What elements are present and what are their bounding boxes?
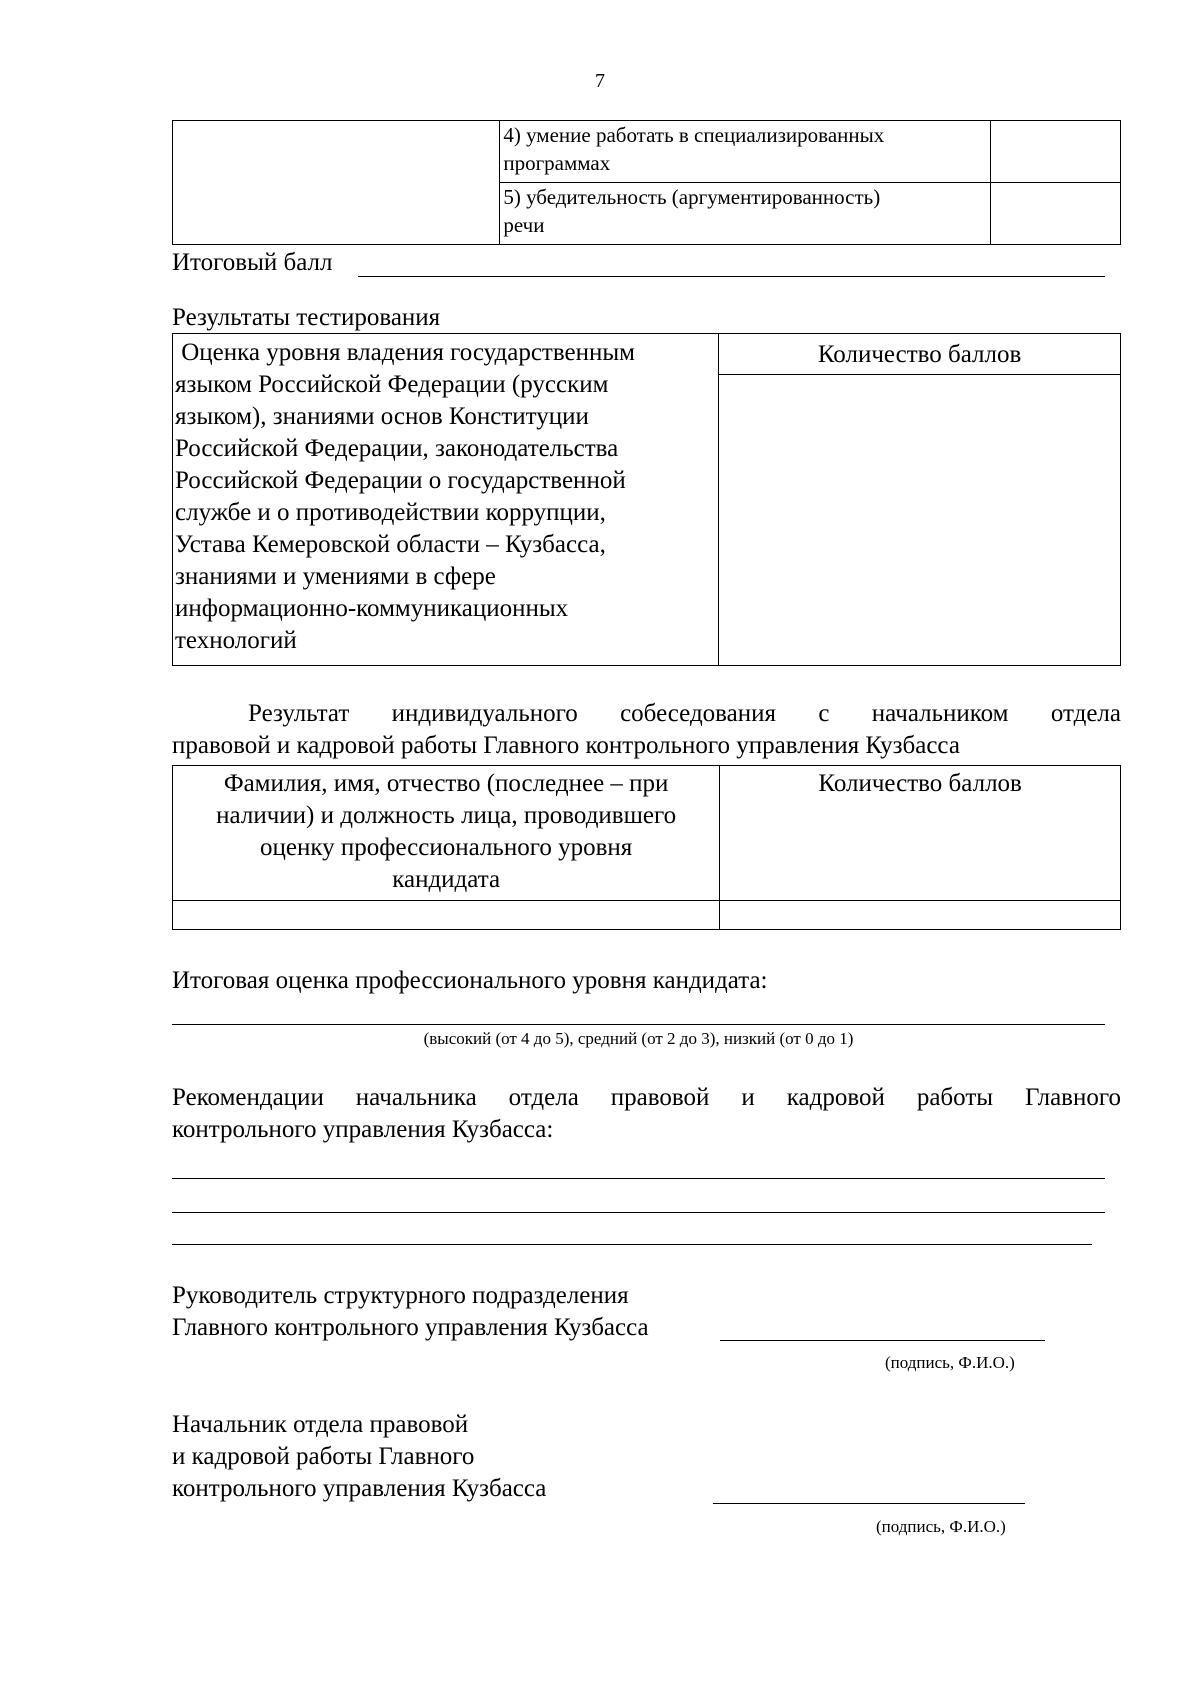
testing-points-cell[interactable] — [719, 375, 1121, 666]
final-assessment-line[interactable] — [172, 1024, 1105, 1025]
table-row — [173, 766, 1121, 901]
signature-head-hint: (подпись, Ф.И.О.) — [885, 1353, 1015, 1372]
signature-head-line1: Руководитель структурного подразделения — [172, 1282, 629, 1309]
recommendations-line[interactable] — [172, 1244, 1092, 1245]
interviewer-header-line: кандидата — [392, 866, 501, 893]
table-row — [173, 334, 1121, 375]
signature-legal-line1: Начальник отдела правовой — [172, 1411, 469, 1438]
recommendations-line[interactable] — [172, 1178, 1105, 1179]
table-row — [173, 121, 1121, 183]
testing-criteria-line: знаниями и умениями в сфере — [175, 563, 496, 590]
signature-legal-line3: контрольного управления Кузбасса — [172, 1475, 547, 1502]
skills-table-empty-cell — [173, 121, 500, 245]
signature-legal-hint: (подпись, Ф.И.О.) — [876, 1517, 1006, 1536]
signature-head-line2: Главного контрольного управления Кузбасса — [172, 1314, 649, 1341]
skills-item-line: речи — [503, 213, 545, 237]
testing-criteria-line: Оценка уровня владения государственным — [175, 339, 635, 366]
testing-criteria-line: технологий — [175, 627, 297, 654]
signature-legal-line[interactable] — [713, 1503, 1025, 1504]
recommendations-line[interactable] — [172, 1212, 1105, 1213]
interview-table — [172, 765, 1121, 930]
testing-criteria-cell — [173, 334, 719, 666]
testing-criteria-line: Российской Федерации о государственной — [175, 467, 626, 494]
final-score-label: Итоговый балл — [172, 249, 333, 276]
page-number: 7 — [595, 70, 605, 92]
interview-heading-line2: правовой и кадровой работы Главного контрольного управления Кузбасса — [172, 732, 960, 759]
interview-points-cell[interactable] — [720, 901, 1121, 930]
final-assessment-hint: (высокий (от 4 до 5), средний (от 2 до 3), низкий (от 0 до 1) — [423, 1029, 854, 1048]
testing-criteria-line: языком), знаниями основ Конституции — [175, 403, 589, 430]
testing-criteria-line: языком Российской Федерации (русским — [175, 371, 609, 398]
testing-criteria-line: Российской Федерации, законодательства — [175, 435, 619, 462]
testing-heading: Результаты тестирования — [172, 304, 441, 331]
testing-points-header: Количество баллов — [719, 334, 1121, 375]
signature-head-line[interactable] — [720, 1340, 1045, 1341]
testing-criteria-line: Устава Кемеровской области – Кузбасса, — [175, 531, 606, 558]
skills-score-cell[interactable] — [991, 121, 1121, 183]
testing-criteria-line: службе и о противодействии коррупции, — [175, 499, 606, 526]
interviewer-header-line: оценку профессионального уровня — [259, 834, 633, 861]
testing-criteria-line: информационно-коммуникационных — [175, 595, 569, 622]
interview-heading-line1: Результат индивидуального собеседования с начальником отдела — [248, 700, 1121, 727]
table-row — [173, 901, 1121, 930]
recommendations-line2: контрольного управления Кузбасса: — [172, 1116, 554, 1143]
skills-table — [172, 120, 1121, 245]
skills-item-cell — [500, 183, 991, 245]
skills-score-cell[interactable] — [991, 183, 1121, 245]
skills-item-line: 5) убедительность (аргументированность) — [503, 185, 881, 209]
recommendations-line1: Рекомендации начальника отдела правовой и кадровой работы Главного — [172, 1084, 1121, 1111]
skills-item-cell — [500, 121, 991, 183]
interviewer-name-cell[interactable] — [173, 901, 720, 930]
skills-item-line: программах — [503, 151, 611, 175]
interview-points-header: Количество баллов — [720, 766, 1121, 901]
final-assessment-label: Итоговая оценка профессионального уровня кандидата: — [172, 967, 768, 994]
final-score-line[interactable] — [358, 276, 1105, 277]
interviewer-header-line: наличии) и должность лица, проводившего — [216, 802, 677, 829]
skills-item-line: 4) умение работать в специализированных — [503, 123, 885, 147]
signature-legal-line2: и кадровой работы Главного — [172, 1443, 475, 1470]
interviewer-header-line: Фамилия, имя, отчество (последнее – при — [223, 770, 669, 797]
testing-table — [172, 333, 1121, 666]
interviewer-header-cell — [173, 766, 720, 901]
